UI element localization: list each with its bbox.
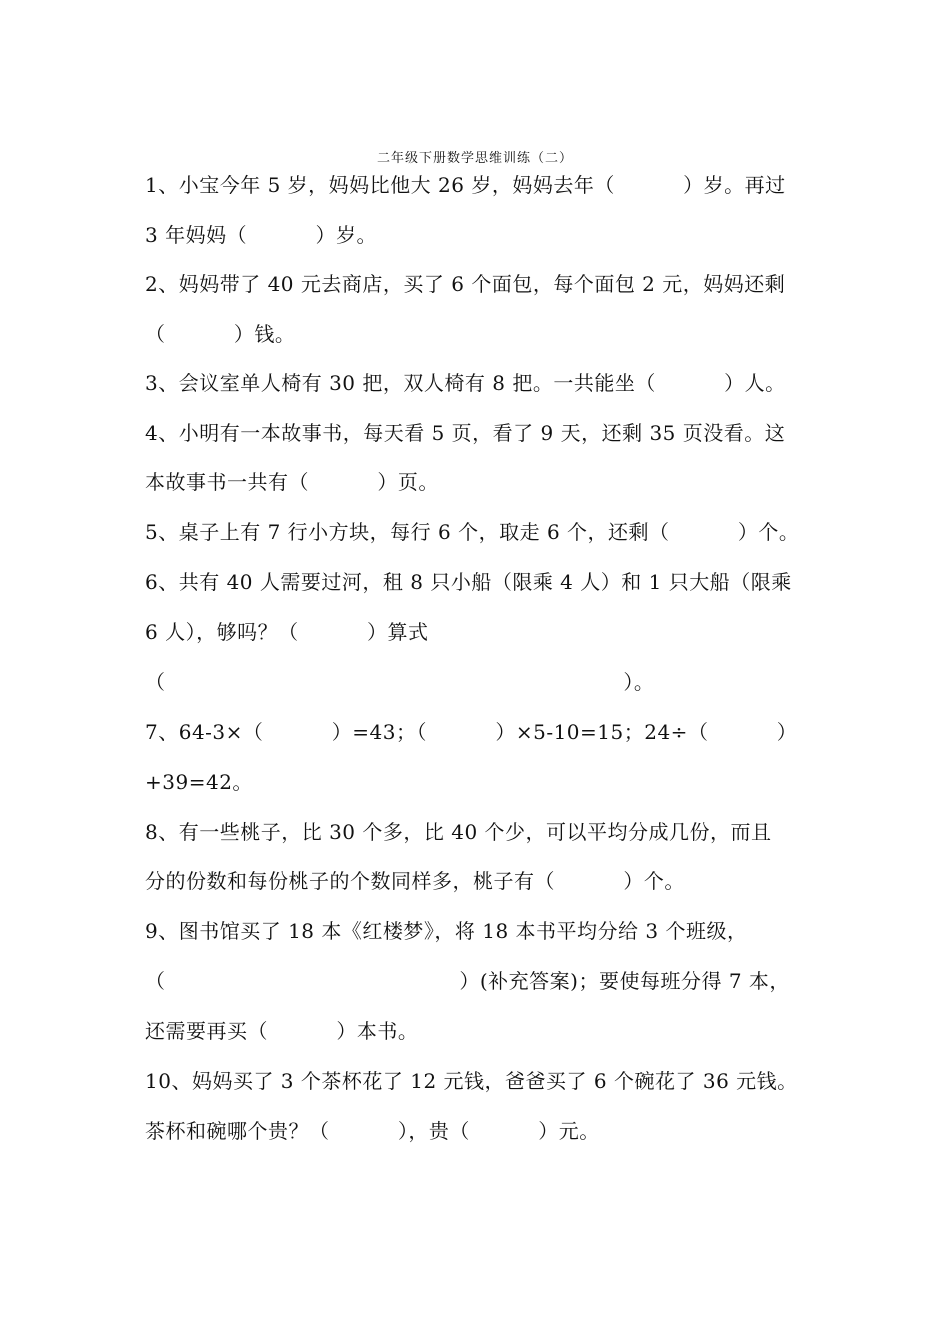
question-8-line-2: 分的份数和每份桃子的个数同样多，桃子有（ ）个。 [145,869,685,893]
question-5-line-1: 5、桌子上有 7 行小方块，每行 6 个，取走 6 个，还剩（ ）个。 [145,520,800,544]
question-8-line-1: 8、有一些桃子，比 30 个多，比 40 个少，可以平均分成几份，而且 [145,820,772,844]
question-7-line-1: 7、64-3×（ ）=43；（ ）×5-10=15；24÷（ ） [145,720,798,744]
question-1-line-1: 1、小宝今年 5 岁，妈妈比他大 26 岁，妈妈去年（ ）岁。再过 [145,173,786,197]
question-2-line-1: 2、妈妈带了 40 元去商店，买了 6 个面包，每个面包 2 元，妈妈还剩 [145,272,786,296]
question-4-line-1: 4、小明有一本故事书，每天看 5 页，看了 9 天，还剩 35 页没看。这 [145,421,786,445]
question-6-line-3: （ ）。 [145,670,655,694]
question-2-line-2: （ ）钱。 [145,322,296,346]
question-9-line-1: 9、图书馆买了 18 本《红楼梦》，将 18 本书平均分给 3 个班级， [145,919,748,943]
question-10-line-1: 10、妈妈买了 3 个茶杯花了 12 元钱，爸爸买了 6 个碗花了 36 元钱。 [145,1069,798,1093]
question-9-line-2: （ ）(补充答案)；要使每班分得 7 本， [145,969,790,993]
question-6-line-1: 6、共有 40 人需要过河，租 8 只小船（限乘 4 人）和 1 只大船（限乘 [145,570,792,594]
question-6-line-2: 6 人），够吗？（ ）算式 [145,620,429,644]
question-7-line-2: +39=42。 [145,770,253,794]
question-10-line-2: 茶杯和碗哪个贵？（ ），贵（ ）元。 [145,1119,600,1143]
page-title: 二年级下册数学思维训练（二） [376,151,573,166]
question-3-line-1: 3、会议室单人椅有 30 把，双人椅有 8 把。一共能坐（ ）人。 [145,371,786,395]
question-1-line-2: 3 年妈妈（ ）岁。 [145,223,377,247]
question-4-line-2: 本故事书一共有（ ）页。 [145,470,439,494]
question-9-line-3: 还需要再买（ ）本书。 [145,1019,419,1043]
